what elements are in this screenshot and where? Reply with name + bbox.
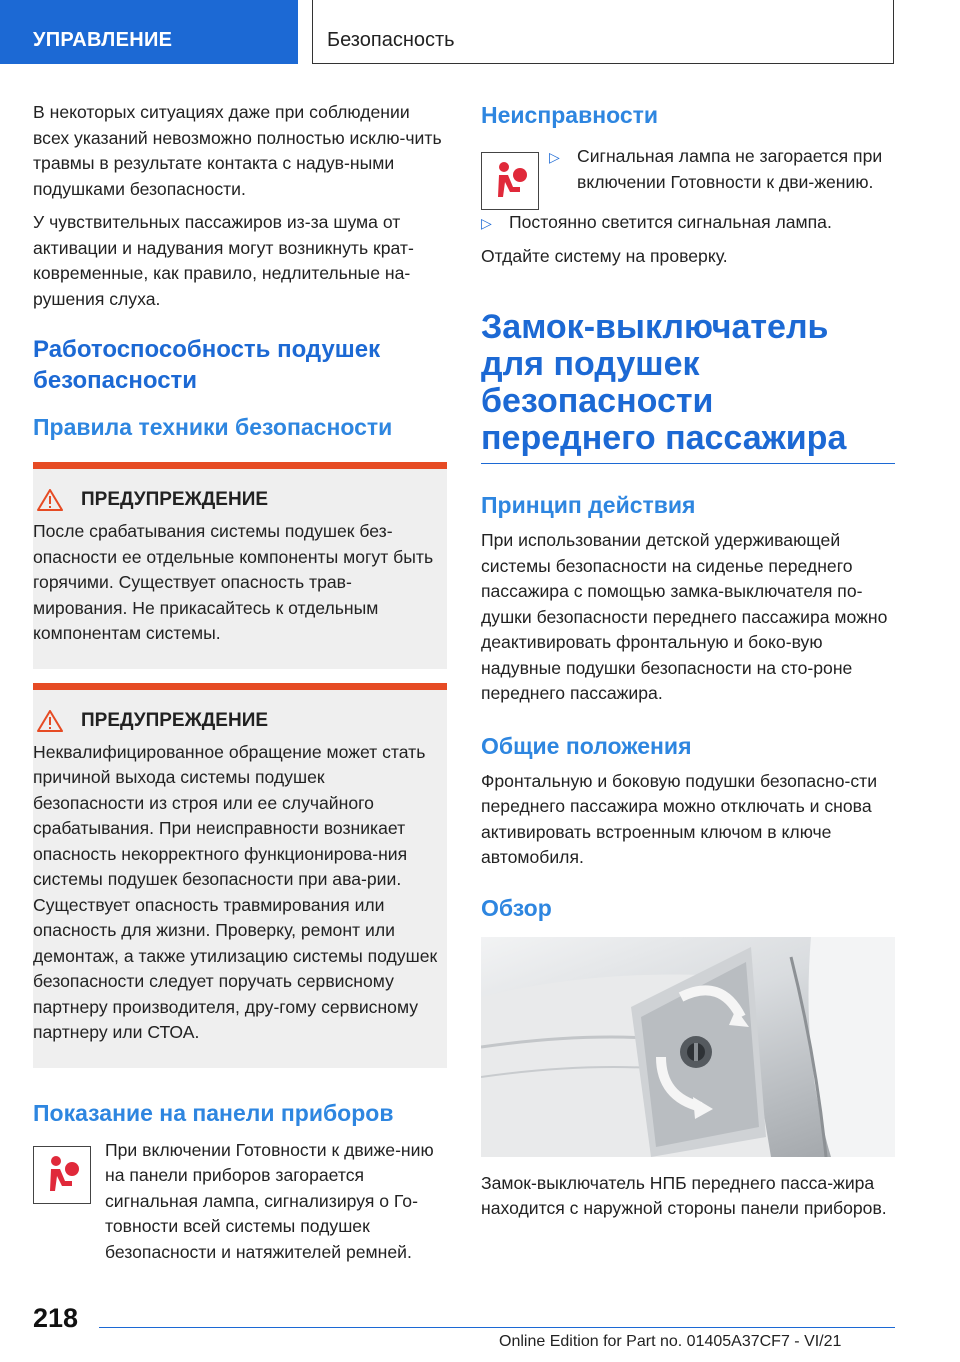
fault-item: ▷ Постоянно светится сигнальная лампа.: [481, 210, 895, 236]
header-section-label: УПРАВЛЕНИЕ: [33, 29, 173, 51]
principle-text: При использовании детской удерживающей системы безопасности на сиденье переднего пассажира с помощью замка-выключателя по-душки безопасности переднего пассажира можно деактивировать фронтальную и боко-вую надувные подушки безопасности на сто-роне переднего пассажира.: [481, 530, 888, 703]
heading-safety-rules: Правила техники безопасности: [33, 414, 393, 440]
warning-triangle-icon: [37, 710, 63, 732]
header-topic-box: [312, 0, 894, 64]
faults-action: Отдайте систему на проверку.: [481, 245, 728, 266]
page-number: 218: [33, 1303, 79, 1333]
indicator-block: [33, 1138, 447, 1274]
fault-row-1: [481, 144, 895, 210]
warning-title-row: [33, 710, 439, 732]
bullet-triangle-icon: ▷: [549, 149, 560, 165]
warning-title: ПРЕДУПРЕЖДЕНИЕ: [81, 489, 269, 510]
heading-general: Общие положения: [481, 732, 692, 759]
heading-indicator: Показание на панели приборов: [33, 1099, 394, 1126]
bullet-triangle-icon: ▷: [481, 215, 492, 231]
switch-photo: [481, 937, 895, 1157]
warning-box-2: [33, 683, 447, 1068]
heading-principle: Принцип действия: [481, 492, 696, 518]
footer-rule: [99, 1327, 895, 1328]
warning-text: После срабатывания системы подушек без-опасности ее отдельные компоненты могут быть горячими. Существует опасность трав-мирования. Не прикасайтесь к отдельным компонентам системы.: [33, 521, 434, 643]
warning-triangle-icon: [37, 489, 63, 511]
heading-overview: Обзор: [481, 894, 552, 921]
edition-text: Online Edition for Part no. 01405A37CF7 - VI/21: [499, 1333, 842, 1350]
heading-switch-block: [481, 309, 895, 464]
fault-list: [481, 210, 895, 236]
heading-airbag-function: Работоспособность подушек безопасности: [33, 336, 381, 394]
switch-photo-illustration: [481, 937, 895, 1157]
warning-title-row: [33, 489, 439, 511]
fault-item: ▷ Сигнальная лампа не загорается при включении Готовности к дви-жению.: [549, 146, 883, 192]
overview-caption: Замок-выключатель НПБ переднего пасса-жира находится с наружной стороны панели приборов.: [481, 1172, 887, 1218]
warning-text: Неквалифицированное обращение может стать причиной выхода системы подушек безопасности из строя или ее случайного срабатывания. При неисправности возникает опасность некорректного функционирова-ния системы подушек безопасности при ава-рии. Существует опасность травмирования или опасность для жизни. Проверку, ремонт или демонтаж, а также утилизацию системы подушек безопасности следует поручать сервисному партнеру производителя, дру-гому сервисному партнеру или СТОА.: [33, 741, 438, 1042]
heading-faults: Неисправности: [481, 102, 659, 128]
indicator-text: При включении Готовности к движе-нию на панели приборов загорается сигнальная лампа, сигнализируя о Го-товности всей системы подушек безопасности и натяжителей ремней.: [105, 1139, 434, 1262]
left-column: [33, 100, 447, 1273]
warning-title: ПРЕДУПРЕЖДЕНИЕ: [81, 709, 269, 731]
heading-switch: Замок-выключатель для подушек безопасности переднего пассажира: [481, 308, 847, 457]
warning-box-1: [33, 462, 447, 669]
intro-paragraph-2: У чувствительных пассажиров из-за шума от активации и надувания могут возникнуть крат-ковременные, как правило, недлительные на-рушения слуха.: [33, 212, 414, 309]
right-column: [481, 100, 895, 1230]
intro-paragraph-1: В некоторых ситуациях даже при соблюдении всех указаний невозможно полностью исклю-чить травмы в результате контакта с надув-ными подушками безопасности.: [33, 102, 442, 199]
header-section-tab: [0, 0, 298, 64]
general-text: Фронтальную и боковую подушки безопасно-сти переднего пассажира можно отключать и снова активировать встроенным ключом в ключе автомобиля.: [481, 770, 878, 867]
airbag-warning-icon: [481, 152, 539, 210]
airbag-warning-icon: [33, 1146, 91, 1204]
header-topic-label: Безопасность: [327, 29, 455, 51]
